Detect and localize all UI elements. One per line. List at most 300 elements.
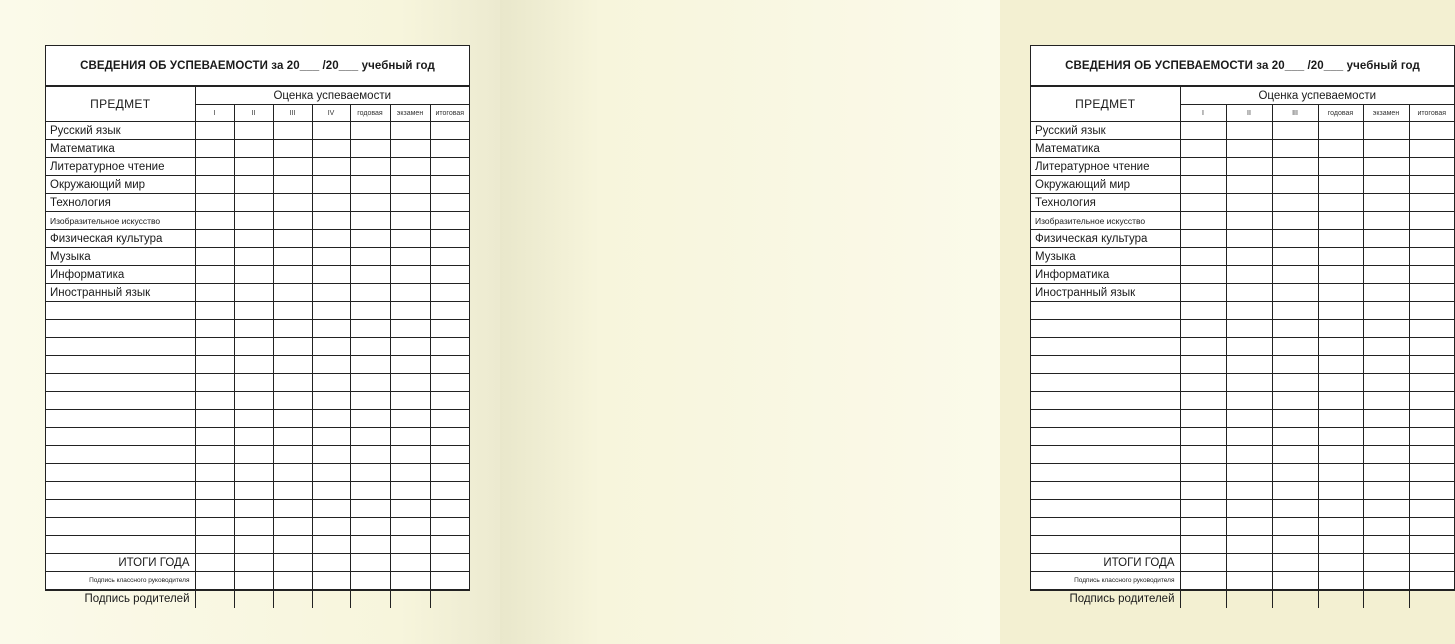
signature-cell[interactable] <box>273 554 312 572</box>
signature-cell[interactable] <box>390 590 430 608</box>
grade-cell[interactable] <box>390 176 430 194</box>
subject-name-blank[interactable] <box>46 302 195 320</box>
grade-cell[interactable] <box>390 482 430 500</box>
grade-cell[interactable] <box>1363 140 1409 158</box>
grade-cell[interactable] <box>1318 338 1363 356</box>
grade-cell[interactable] <box>1318 464 1363 482</box>
grade-cell[interactable] <box>430 428 469 446</box>
grade-cell[interactable] <box>1318 266 1363 284</box>
grade-cell[interactable] <box>1226 266 1272 284</box>
grade-cell[interactable] <box>273 266 312 284</box>
grade-cell[interactable] <box>350 140 390 158</box>
grade-cell[interactable] <box>430 482 469 500</box>
signature-cell[interactable] <box>273 590 312 608</box>
grade-cell[interactable] <box>1226 284 1272 302</box>
grade-cell[interactable] <box>1272 266 1318 284</box>
signature-cell[interactable] <box>1272 572 1318 590</box>
grade-cell[interactable] <box>430 500 469 518</box>
grade-cell[interactable] <box>390 518 430 536</box>
grade-cell[interactable] <box>1363 518 1409 536</box>
grade-cell[interactable] <box>1272 230 1318 248</box>
signature-cell[interactable] <box>195 590 234 608</box>
grade-cell[interactable] <box>1180 284 1226 302</box>
signature-cell[interactable] <box>1318 590 1363 608</box>
grade-cell[interactable] <box>1272 158 1318 176</box>
grade-cell[interactable] <box>1226 338 1272 356</box>
grade-cell[interactable] <box>1180 338 1226 356</box>
grade-cell[interactable] <box>1318 356 1363 374</box>
grade-cell[interactable] <box>350 374 390 392</box>
grade-cell[interactable] <box>1318 230 1363 248</box>
grade-cell[interactable] <box>273 320 312 338</box>
grade-cell[interactable] <box>430 536 469 554</box>
subject-name-blank[interactable] <box>1031 536 1180 554</box>
grade-cell[interactable] <box>350 248 390 266</box>
grade-cell[interactable] <box>1226 302 1272 320</box>
grade-cell[interactable] <box>1363 212 1409 230</box>
grade-cell[interactable] <box>312 230 350 248</box>
grade-cell[interactable] <box>1180 194 1226 212</box>
grade-cell[interactable] <box>390 500 430 518</box>
grade-cell[interactable] <box>350 500 390 518</box>
signature-cell[interactable] <box>1409 590 1454 608</box>
signature-cell[interactable] <box>1318 572 1363 590</box>
grade-cell[interactable] <box>1318 140 1363 158</box>
grade-cell[interactable] <box>312 212 350 230</box>
signature-cell[interactable] <box>430 590 469 608</box>
grade-cell[interactable] <box>1318 392 1363 410</box>
grade-cell[interactable] <box>1363 194 1409 212</box>
grade-cell[interactable] <box>1318 500 1363 518</box>
grade-cell[interactable] <box>390 248 430 266</box>
grade-cell[interactable] <box>1226 500 1272 518</box>
grade-cell[interactable] <box>312 194 350 212</box>
grade-cell[interactable] <box>1318 446 1363 464</box>
grade-cell[interactable] <box>1226 158 1272 176</box>
grade-cell[interactable] <box>273 410 312 428</box>
grade-cell[interactable] <box>234 356 273 374</box>
grade-cell[interactable] <box>312 518 350 536</box>
grade-cell[interactable] <box>312 374 350 392</box>
grade-cell[interactable] <box>350 536 390 554</box>
grade-cell[interactable] <box>1363 284 1409 302</box>
grade-cell[interactable] <box>195 230 234 248</box>
grade-cell[interactable] <box>195 338 234 356</box>
grade-cell[interactable] <box>1318 518 1363 536</box>
grade-cell[interactable] <box>312 122 350 140</box>
signature-cell[interactable] <box>1363 554 1409 572</box>
grade-cell[interactable] <box>195 194 234 212</box>
grade-cell[interactable] <box>195 482 234 500</box>
grade-cell[interactable] <box>234 410 273 428</box>
grade-cell[interactable] <box>1409 536 1454 554</box>
grade-cell[interactable] <box>1226 320 1272 338</box>
signature-cell[interactable] <box>1272 554 1318 572</box>
grade-cell[interactable] <box>195 266 234 284</box>
signature-cell[interactable] <box>1180 554 1226 572</box>
grade-cell[interactable] <box>430 392 469 410</box>
grade-cell[interactable] <box>195 248 234 266</box>
grade-cell[interactable] <box>430 446 469 464</box>
signature-cell[interactable] <box>390 572 430 590</box>
grade-cell[interactable] <box>273 464 312 482</box>
grade-cell[interactable] <box>234 140 273 158</box>
grade-cell[interactable] <box>1409 428 1454 446</box>
grade-cell[interactable] <box>273 374 312 392</box>
grade-cell[interactable] <box>234 212 273 230</box>
grade-cell[interactable] <box>195 500 234 518</box>
signature-cell[interactable] <box>273 572 312 590</box>
grade-cell[interactable] <box>430 410 469 428</box>
signature-cell[interactable] <box>350 572 390 590</box>
grade-cell[interactable] <box>1226 122 1272 140</box>
subject-name-blank[interactable] <box>1031 320 1180 338</box>
grade-cell[interactable] <box>273 176 312 194</box>
grade-cell[interactable] <box>273 158 312 176</box>
grade-cell[interactable] <box>195 536 234 554</box>
grade-cell[interactable] <box>350 230 390 248</box>
subject-name-blank[interactable] <box>46 320 195 338</box>
grade-cell[interactable] <box>273 482 312 500</box>
grade-cell[interactable] <box>1318 428 1363 446</box>
grade-cell[interactable] <box>234 536 273 554</box>
grade-cell[interactable] <box>195 356 234 374</box>
subject-name-blank[interactable] <box>1031 518 1180 536</box>
grade-cell[interactable] <box>1272 446 1318 464</box>
grade-cell[interactable] <box>1272 374 1318 392</box>
subject-name-blank[interactable] <box>46 374 195 392</box>
grade-cell[interactable] <box>195 374 234 392</box>
grade-cell[interactable] <box>390 338 430 356</box>
subject-name-blank[interactable] <box>46 356 195 374</box>
grade-cell[interactable] <box>1363 536 1409 554</box>
grade-cell[interactable] <box>390 212 430 230</box>
signature-cell[interactable] <box>234 590 273 608</box>
grade-cell[interactable] <box>1272 338 1318 356</box>
grade-cell[interactable] <box>273 194 312 212</box>
grade-cell[interactable] <box>1409 518 1454 536</box>
grade-cell[interactable] <box>273 356 312 374</box>
grade-cell[interactable] <box>195 302 234 320</box>
grade-cell[interactable] <box>1180 230 1226 248</box>
grade-cell[interactable] <box>1272 194 1318 212</box>
signature-cell[interactable] <box>350 554 390 572</box>
grade-cell[interactable] <box>312 356 350 374</box>
grade-cell[interactable] <box>1409 140 1454 158</box>
grade-cell[interactable] <box>273 428 312 446</box>
subject-name-blank[interactable] <box>1031 374 1180 392</box>
subject-name-blank[interactable] <box>1031 446 1180 464</box>
grade-cell[interactable] <box>1226 392 1272 410</box>
grade-cell[interactable] <box>350 392 390 410</box>
grade-cell[interactable] <box>195 212 234 230</box>
grade-cell[interactable] <box>1180 374 1226 392</box>
grade-cell[interactable] <box>312 410 350 428</box>
grade-cell[interactable] <box>1409 266 1454 284</box>
grade-cell[interactable] <box>390 464 430 482</box>
grade-cell[interactable] <box>430 302 469 320</box>
grade-cell[interactable] <box>350 266 390 284</box>
grade-cell[interactable] <box>234 464 273 482</box>
grade-cell[interactable] <box>312 392 350 410</box>
subject-name-blank[interactable] <box>1031 392 1180 410</box>
grade-cell[interactable] <box>195 518 234 536</box>
grade-cell[interactable] <box>312 464 350 482</box>
grade-cell[interactable] <box>195 464 234 482</box>
signature-cell[interactable] <box>195 572 234 590</box>
grade-cell[interactable] <box>312 302 350 320</box>
grade-cell[interactable] <box>1180 392 1226 410</box>
grade-cell[interactable] <box>1363 320 1409 338</box>
grade-cell[interactable] <box>430 518 469 536</box>
grade-cell[interactable] <box>312 320 350 338</box>
grade-cell[interactable] <box>390 140 430 158</box>
grade-cell[interactable] <box>234 122 273 140</box>
signature-cell[interactable] <box>1318 554 1363 572</box>
grade-cell[interactable] <box>312 536 350 554</box>
signature-cell[interactable] <box>195 554 234 572</box>
signature-cell[interactable] <box>312 572 350 590</box>
grade-cell[interactable] <box>1180 212 1226 230</box>
subject-name-blank[interactable] <box>1031 482 1180 500</box>
signature-cell[interactable] <box>350 590 390 608</box>
grade-cell[interactable] <box>430 356 469 374</box>
grade-cell[interactable] <box>1226 248 1272 266</box>
grade-cell[interactable] <box>1409 500 1454 518</box>
grade-cell[interactable] <box>195 284 234 302</box>
grade-cell[interactable] <box>1409 356 1454 374</box>
grade-cell[interactable] <box>1226 482 1272 500</box>
grade-cell[interactable] <box>350 284 390 302</box>
grade-cell[interactable] <box>430 140 469 158</box>
signature-cell[interactable] <box>312 590 350 608</box>
signature-cell[interactable] <box>1272 590 1318 608</box>
grade-cell[interactable] <box>234 302 273 320</box>
grade-cell[interactable] <box>1318 212 1363 230</box>
grade-cell[interactable] <box>312 428 350 446</box>
subject-name-blank[interactable] <box>1031 356 1180 374</box>
grade-cell[interactable] <box>195 122 234 140</box>
signature-cell[interactable] <box>1226 554 1272 572</box>
grade-cell[interactable] <box>1318 374 1363 392</box>
grade-cell[interactable] <box>1272 176 1318 194</box>
grade-cell[interactable] <box>1272 518 1318 536</box>
grade-cell[interactable] <box>234 266 273 284</box>
grade-cell[interactable] <box>1226 428 1272 446</box>
grade-cell[interactable] <box>1180 446 1226 464</box>
grade-cell[interactable] <box>1409 392 1454 410</box>
grade-cell[interactable] <box>1363 176 1409 194</box>
grade-cell[interactable] <box>312 482 350 500</box>
grade-cell[interactable] <box>430 464 469 482</box>
subject-name-blank[interactable] <box>46 446 195 464</box>
grade-cell[interactable] <box>390 320 430 338</box>
grade-cell[interactable] <box>1409 212 1454 230</box>
grade-cell[interactable] <box>1363 158 1409 176</box>
subject-name-blank[interactable] <box>46 410 195 428</box>
grade-cell[interactable] <box>1318 248 1363 266</box>
signature-cell[interactable] <box>1226 590 1272 608</box>
grade-cell[interactable] <box>390 284 430 302</box>
grade-cell[interactable] <box>390 536 430 554</box>
grade-cell[interactable] <box>1318 122 1363 140</box>
grade-cell[interactable] <box>195 176 234 194</box>
grade-cell[interactable] <box>1226 176 1272 194</box>
signature-cell[interactable] <box>1363 590 1409 608</box>
signature-cell[interactable] <box>1180 590 1226 608</box>
signature-cell[interactable] <box>1409 554 1454 572</box>
grade-cell[interactable] <box>273 500 312 518</box>
grade-cell[interactable] <box>350 464 390 482</box>
grade-cell[interactable] <box>1363 338 1409 356</box>
grade-cell[interactable] <box>234 284 273 302</box>
grade-cell[interactable] <box>1409 194 1454 212</box>
grade-cell[interactable] <box>350 122 390 140</box>
grade-cell[interactable] <box>1363 464 1409 482</box>
grade-cell[interactable] <box>390 446 430 464</box>
grade-cell[interactable] <box>1409 374 1454 392</box>
grade-cell[interactable] <box>1363 374 1409 392</box>
grade-cell[interactable] <box>1180 500 1226 518</box>
grade-cell[interactable] <box>390 122 430 140</box>
grade-cell[interactable] <box>1226 446 1272 464</box>
grade-cell[interactable] <box>273 122 312 140</box>
grade-cell[interactable] <box>390 302 430 320</box>
grade-cell[interactable] <box>1318 320 1363 338</box>
grade-cell[interactable] <box>1409 122 1454 140</box>
subject-name-blank[interactable] <box>46 518 195 536</box>
grade-cell[interactable] <box>1409 464 1454 482</box>
grade-cell[interactable] <box>390 158 430 176</box>
grade-cell[interactable] <box>1272 302 1318 320</box>
grade-cell[interactable] <box>1363 266 1409 284</box>
grade-cell[interactable] <box>430 230 469 248</box>
grade-cell[interactable] <box>350 212 390 230</box>
grade-cell[interactable] <box>430 176 469 194</box>
grade-cell[interactable] <box>234 248 273 266</box>
grade-cell[interactable] <box>234 230 273 248</box>
grade-cell[interactable] <box>1180 464 1226 482</box>
signature-cell[interactable] <box>1180 572 1226 590</box>
signature-cell[interactable] <box>390 554 430 572</box>
grade-cell[interactable] <box>1409 176 1454 194</box>
grade-cell[interactable] <box>234 500 273 518</box>
grade-cell[interactable] <box>430 248 469 266</box>
subject-name-blank[interactable] <box>46 428 195 446</box>
grade-cell[interactable] <box>234 392 273 410</box>
grade-cell[interactable] <box>234 194 273 212</box>
grade-cell[interactable] <box>234 482 273 500</box>
grade-cell[interactable] <box>1180 176 1226 194</box>
grade-cell[interactable] <box>1180 356 1226 374</box>
grade-cell[interactable] <box>350 446 390 464</box>
grade-cell[interactable] <box>312 176 350 194</box>
grade-cell[interactable] <box>234 374 273 392</box>
grade-cell[interactable] <box>1180 482 1226 500</box>
grade-cell[interactable] <box>1409 248 1454 266</box>
grade-cell[interactable] <box>1180 518 1226 536</box>
grade-cell[interactable] <box>1318 482 1363 500</box>
grade-cell[interactable] <box>195 410 234 428</box>
grade-cell[interactable] <box>430 122 469 140</box>
grade-cell[interactable] <box>430 284 469 302</box>
grade-cell[interactable] <box>390 374 430 392</box>
grade-cell[interactable] <box>1180 320 1226 338</box>
grade-cell[interactable] <box>350 518 390 536</box>
grade-cell[interactable] <box>1180 248 1226 266</box>
grade-cell[interactable] <box>312 266 350 284</box>
grade-cell[interactable] <box>234 158 273 176</box>
grade-cell[interactable] <box>390 392 430 410</box>
subject-name-blank[interactable] <box>1031 410 1180 428</box>
subject-name-blank[interactable] <box>1031 302 1180 320</box>
grade-cell[interactable] <box>1409 230 1454 248</box>
grade-cell[interactable] <box>312 248 350 266</box>
grade-cell[interactable] <box>1363 230 1409 248</box>
signature-cell[interactable] <box>1363 572 1409 590</box>
grade-cell[interactable] <box>1409 284 1454 302</box>
grade-cell[interactable] <box>273 284 312 302</box>
grade-cell[interactable] <box>1180 140 1226 158</box>
grade-cell[interactable] <box>273 338 312 356</box>
subject-name-blank[interactable] <box>46 482 195 500</box>
grade-cell[interactable] <box>273 212 312 230</box>
grade-cell[interactable] <box>312 158 350 176</box>
grade-cell[interactable] <box>1409 320 1454 338</box>
grade-cell[interactable] <box>234 338 273 356</box>
grade-cell[interactable] <box>273 302 312 320</box>
grade-cell[interactable] <box>1226 536 1272 554</box>
grade-cell[interactable] <box>312 140 350 158</box>
grade-cell[interactable] <box>390 428 430 446</box>
grade-cell[interactable] <box>234 428 273 446</box>
grade-cell[interactable] <box>1180 122 1226 140</box>
grade-cell[interactable] <box>1272 500 1318 518</box>
signature-cell[interactable] <box>1409 572 1454 590</box>
grade-cell[interactable] <box>273 230 312 248</box>
grade-cell[interactable] <box>430 320 469 338</box>
grade-cell[interactable] <box>1226 464 1272 482</box>
grade-cell[interactable] <box>195 446 234 464</box>
grade-cell[interactable] <box>1226 410 1272 428</box>
grade-cell[interactable] <box>195 428 234 446</box>
grade-cell[interactable] <box>430 266 469 284</box>
signature-cell[interactable] <box>234 554 273 572</box>
grade-cell[interactable] <box>1363 500 1409 518</box>
subject-name-blank[interactable] <box>1031 500 1180 518</box>
grade-cell[interactable] <box>1226 140 1272 158</box>
subject-name-blank[interactable] <box>46 464 195 482</box>
subject-name-blank[interactable] <box>1031 464 1180 482</box>
grade-cell[interactable] <box>390 356 430 374</box>
grade-cell[interactable] <box>234 446 273 464</box>
grade-cell[interactable] <box>1272 284 1318 302</box>
grade-cell[interactable] <box>1180 302 1226 320</box>
grade-cell[interactable] <box>350 302 390 320</box>
grade-cell[interactable] <box>1180 158 1226 176</box>
grade-cell[interactable] <box>430 338 469 356</box>
grade-cell[interactable] <box>1409 302 1454 320</box>
grade-cell[interactable] <box>1363 356 1409 374</box>
grade-cell[interactable] <box>1272 212 1318 230</box>
grade-cell[interactable] <box>312 500 350 518</box>
grade-cell[interactable] <box>350 356 390 374</box>
grade-cell[interactable] <box>1409 410 1454 428</box>
grade-cell[interactable] <box>1363 392 1409 410</box>
grade-cell[interactable] <box>234 518 273 536</box>
grade-cell[interactable] <box>1272 248 1318 266</box>
signature-cell[interactable] <box>234 572 273 590</box>
